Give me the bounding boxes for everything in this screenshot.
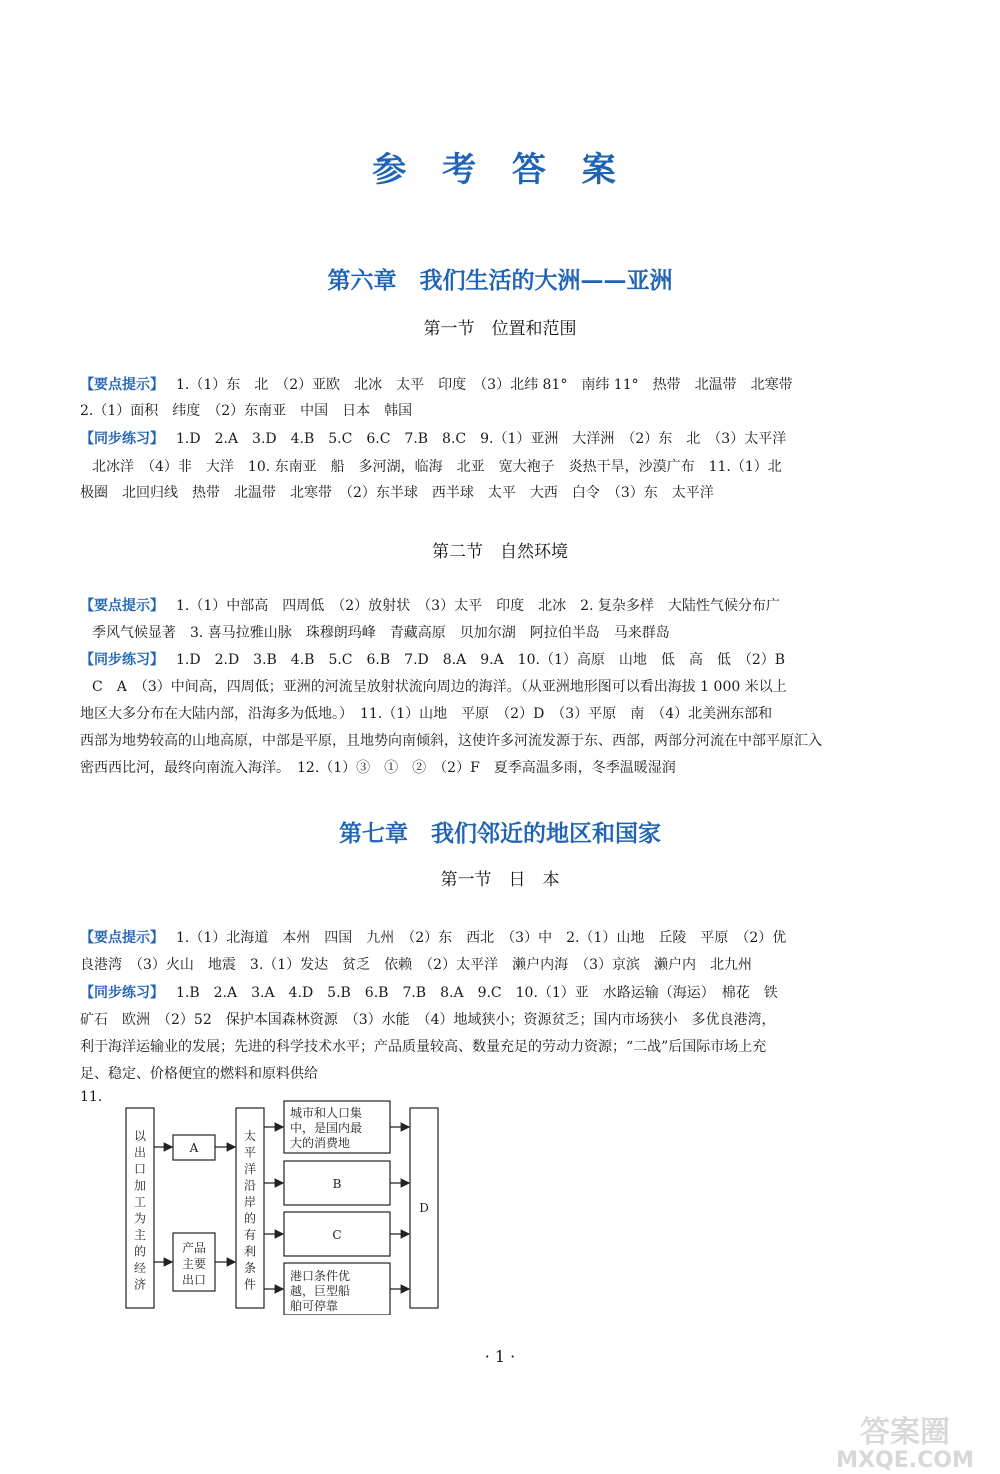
- diagram-char: 的: [133, 1244, 147, 1259]
- text-line: 北冰洋 （4）非 大洋 10. 东南亚 船 多河湖，临海 北亚 宽大袍子 炎热干旱，沙漠广布 11.（1）北: [92, 459, 782, 475]
- watermark-logo: [820, 1412, 990, 1470]
- chapter-7-title: 第七章 我们邻近的地区和国家: [339, 820, 661, 847]
- diagram-char: 的: [243, 1211, 257, 1226]
- section-1-title: 第一节 日 本: [440, 870, 560, 890]
- page-title: 参 考 答 案: [372, 150, 628, 190]
- svg-text:MXQE.COM: MXQE.COM: [836, 1448, 974, 1470]
- diagram-char: 以: [133, 1129, 147, 1143]
- section-1-title: 第一节 位置和范围: [423, 319, 577, 339]
- diagram-line: 出口: [181, 1273, 207, 1287]
- diagram-char: 工: [133, 1195, 147, 1209]
- key-points-tag: 【要点提示】: [80, 930, 164, 946]
- diagram-line: 越，巨型船: [290, 1284, 351, 1298]
- diagram-char: 为: [133, 1211, 147, 1226]
- section-2-title: 第二节 自然环境: [432, 542, 568, 562]
- diagram-char: 件: [243, 1277, 257, 1292]
- text-line: 2.（1）面积 纬度 （2）东南亚 中国 日本 韩国: [80, 403, 413, 419]
- label-b: B: [332, 1177, 342, 1191]
- diagram-line: 产品: [181, 1241, 207, 1255]
- diagram-line: 中，是国内最: [290, 1121, 363, 1135]
- diagram-line: 城市和人口集: [290, 1106, 363, 1120]
- text-line: 西部为地势较高的山地高原，中部是平原，且地势向南倾斜，这使许多河流发源于东、西部，两部分河流在中部平原汇入: [80, 733, 822, 749]
- svg-text:答案圈: 答案圈: [860, 1415, 950, 1450]
- diagram-char: 口: [133, 1162, 147, 1176]
- key-points-tag: 【要点提示】: [80, 377, 164, 393]
- text-line: 【同步练习】 1.D 2.D 3.B 4.B 5.C 6.B 7.D 8.A 9.A 10.（1）高原 山地 低 高 低 （2）B: [80, 652, 786, 668]
- label-c: C: [332, 1228, 342, 1242]
- diagram-char: 太: [243, 1129, 257, 1143]
- port-condition-label: [290, 1268, 350, 1313]
- diagram-char: 济: [133, 1277, 147, 1292]
- question-11-number: 11.: [80, 1089, 103, 1105]
- exercise-tag: 【同步练习】: [80, 985, 164, 1001]
- label-a: A: [189, 1141, 199, 1155]
- diagram-char: 利: [243, 1244, 257, 1259]
- diagram-char: 平: [243, 1145, 257, 1160]
- diagram-char: 加: [133, 1178, 147, 1193]
- text-line: 良港湾 （3）火山 地震 3.（1）发达 贫乏 依赖 （2）太平洋 濑户内海 （3）京滨 濑户内 北九州: [80, 957, 752, 973]
- label-d: D: [419, 1201, 429, 1215]
- text-line: 密西西比河，最终向南流入海洋。 12.（1）③ ① ② （2）F 夏季高温多雨，冬季温暖湿润: [80, 760, 676, 776]
- text-line: 【同步练习】 1.D 2.A 3.D 4.B 5.C 6.C 7.B 8.C 9.（1）亚洲 大洋洲 （2）东 北 （3）太平洋: [80, 431, 787, 447]
- exercise-tag: 【同步练习】: [80, 652, 164, 668]
- diagram-char: 沿: [243, 1178, 257, 1193]
- diagram-char: 岸: [243, 1195, 257, 1209]
- key-points-tag: 【要点提示】: [80, 598, 164, 614]
- diagram-line: 主要: [181, 1257, 207, 1271]
- diagram-char: 主: [133, 1228, 147, 1242]
- text-line: 矿石 欧洲 （2）52 保护本国森林资源 （3）水能 （4）地域狭小；资源贫乏；国内市场狭小 多优良港湾，: [80, 1012, 776, 1028]
- diagram-char: 出: [133, 1145, 147, 1160]
- text-line: 利于海洋运输业的发展；先进的科学技术水平；产品质量较高、数量充足的劳动力资源；“二战”后国际市场上充: [80, 1039, 767, 1055]
- diagram-char: 条: [243, 1261, 257, 1275]
- pacific-coast-label: [244, 1128, 256, 1292]
- text-line: 【同步练习】 1.B 2.A 3.A 4.D 5.B 6.B 7.B 8.A 9.C 10.（1）亚 水路运输（海运） 棉花 铁: [80, 985, 778, 1001]
- text-line: C A （3）中间高，四周低；亚洲的河流呈放射状流向周边的海洋。（从亚洲地形图可以看出海拔 1 000 米以上: [92, 679, 787, 695]
- text-line: 【要点提示】 1.（1）中部高 四周低 （2）放射状 （3）太平 印度 北冰 2. 复杂多样 大陆性气候分布广: [80, 598, 780, 614]
- text-line: 极圈 北回归线 热带 北温带 北寒带 （2）东半球 西半球 太平 大西 白令 （3）东 太平洋: [80, 485, 714, 501]
- text-line: 【要点提示】 1.（1）北海道 本州 四国 九州 （2）东 西北 （3）中 2.（1）山地 丘陵 平原 （2）优: [80, 930, 787, 946]
- text-line: 足、稳定、价格便宜的燃料和原料供给: [80, 1066, 318, 1082]
- export-processing-label: [134, 1129, 147, 1292]
- chapter-6-title: 第六章 我们生活的大洲——亚洲: [327, 267, 673, 294]
- diagram-line: 大的消费地: [290, 1136, 351, 1150]
- japan-economy-diagram: [118, 1100, 458, 1315]
- diagram-line: 港口条件优: [290, 1269, 351, 1283]
- diagram-char: 有: [243, 1228, 257, 1242]
- diagram-char: 经: [133, 1261, 147, 1275]
- page-number: · 1 ·: [484, 1347, 516, 1366]
- text-line: 季风气候显著 3. 喜马拉雅山脉 珠穆朗玛峰 青藏高原 贝加尔湖 阿拉伯半岛 马来群岛: [92, 625, 670, 641]
- exercise-tag: 【同步练习】: [80, 431, 164, 447]
- diagram-char: 洋: [243, 1162, 257, 1176]
- text-line: 【要点提示】 1.（1）东 北 （2）亚欧 北冰 太平 印度 （3）北纬 81° 南纬 11° 热带 北温带 北寒带: [80, 377, 793, 393]
- diagram-line: 舶可停靠: [290, 1299, 339, 1313]
- product-export-label: [182, 1240, 206, 1287]
- city-population-label: [290, 1105, 362, 1150]
- text-line: 地区大多分布在大陆内部，沿海多为低地。） 11.（1）山地 平原 （2）D （3）平原 南 （4）北美洲东部和: [80, 706, 773, 722]
